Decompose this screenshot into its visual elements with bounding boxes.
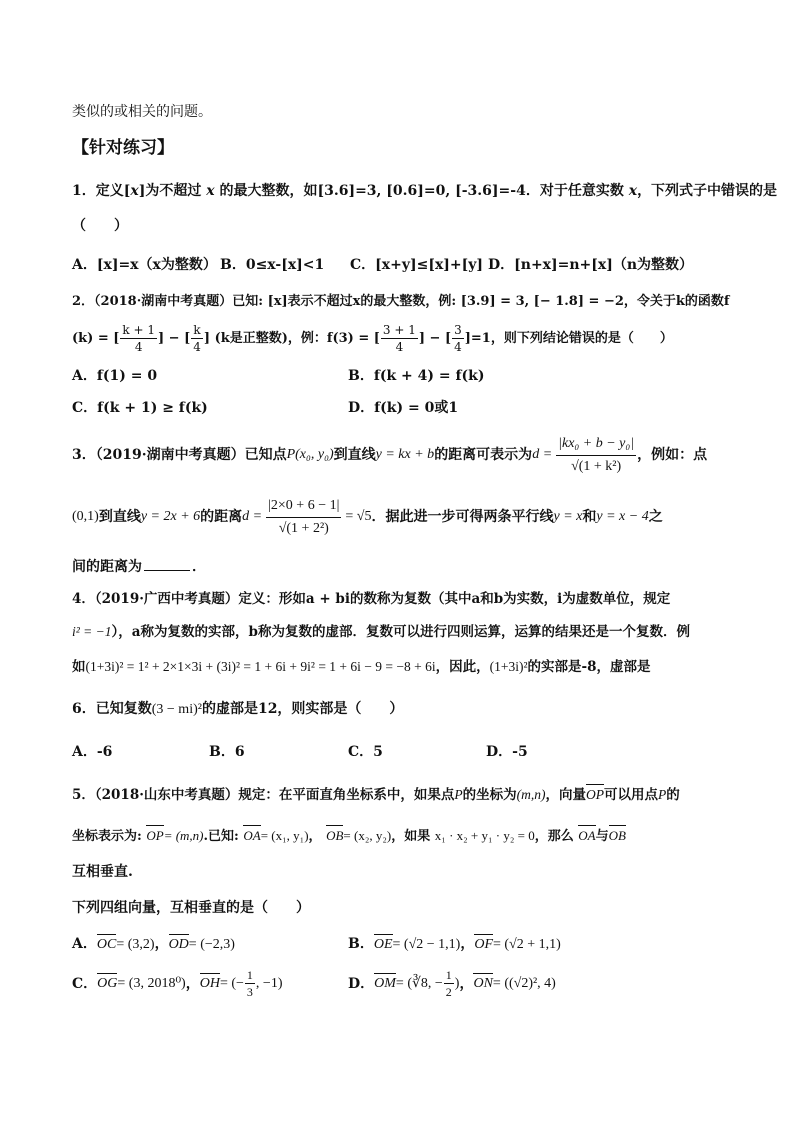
q3-stem-line3: 间的距离为 ． [72, 556, 734, 577]
q1-option-a[interactable]: A．[x]=x（x为整数） [72, 257, 217, 273]
q2-option-b[interactable]: B．f(k + 4) = f(k) [348, 368, 485, 384]
q3-stem-line1: 3．（2019·湖南中考真题）已知点 P(x₀, y₀) 到直线 y = kx + b 的距离可表示为 d = $\frac{\text{|kx₀ + b − y₀|}}{\text{√(1 + k²)}}$ ，例如：点 [72, 432, 734, 478]
q6-option-d[interactable]: D．-5 [486, 744, 528, 760]
section-title: 【针对练习】 [72, 138, 174, 158]
q5-option-c[interactable]: C． OG = (3, 2018⁰) ， OH = (− $\frac{1}{3}$ , −1) [72, 968, 283, 999]
q4-line1: 4．（2019·广西中考真题）定义：形如a + bi的数称为复数（其中a和b为实数，i为虚数单位，规定 [72, 591, 671, 607]
q2-stem-line1: 2．（2018·湖南中考真题）已知: [x]表示不超过x的最大整数，例: [3.9] = 3, [− 1.8] = −2，令关于k的函数f [72, 294, 730, 309]
q1-stem: 1．定义[x]为不超过 x 的最大整数，如[3.6]=3, [0.6]=0, [-3.6]=-4．对于任意实数 x，下列式子中错误的是 [72, 183, 778, 199]
q6-option-a[interactable]: A．-6 [72, 744, 113, 760]
intro-text: 类似的或相关的问题。 [72, 104, 212, 120]
q6-stem: 6．已知复数(3 − mi)²的虚部是12，则实部是（ ） [72, 701, 404, 717]
q1-option-b[interactable]: B．0≤x-[x]<1 [220, 257, 325, 273]
q3-stem-line2: (0,1) 到直线 y = 2x + 6 的距离 d = $\frac{|2\times 0 + 6 - 1|}{\text{√(1 + 2²)}}$ = √5 ．据此进一步可得两条平行线 y = x 和 y = x − 4 之 [72, 494, 734, 540]
q4-line2: i² = −1），a称为复数的实部，b称为复数的虚部．复数可以进行四则运算，运算的结果还是一个复数．例 [72, 624, 690, 640]
q2-option-c[interactable]: C．f(k + 1) ≥ f(k) [72, 400, 208, 416]
q2-option-a[interactable]: A．f(1) = 0 [72, 368, 158, 384]
q1-paren: （ ） [72, 218, 128, 234]
q5-line4: 下列四组向量，互相垂直的是（ ） [72, 900, 310, 916]
q6-option-c[interactable]: C．5 [348, 744, 383, 760]
q3-answer-blank[interactable] [144, 556, 190, 571]
q5-options-row2 [72, 966, 734, 1002]
q5-option-b[interactable]: B．OE= (√2 − 1,1)，OF= (√2 + 1,1) [348, 934, 561, 955]
q2-option-d[interactable]: D．f(k) = 0或1 [348, 400, 459, 416]
q5-line3: 互相垂直. [72, 864, 133, 880]
q5-line1: 5．（2018·山东中考真题）规定：在平面直角坐标系中，如果点P的坐标为(m,n)，向量OP可以用点P的 [72, 787, 680, 803]
q1-option-c[interactable]: C．[x+y]≤[x]+[y] [350, 257, 484, 273]
q1-option-d[interactable]: D．[n+x]=n+[x]（n为整数） [488, 257, 694, 273]
q4-line3: 如(1+3i)² = 1² + 2×1×3i + (3i)² = 1 + 6i + 9i² = 1 + 6i − 9 = −8 + 6i，因此，(1+3i)²的实部是-8，虚部是 [72, 659, 651, 675]
q5-line2: 坐标表示为: OP= (m,n).已知: OA= (x₁, y₁)， OB= (x₂, y₂)，如果 x₁ · x₂ + y₁ · y₂ = 0，那么 OA与OB [72, 828, 626, 844]
q6-option-b[interactable]: B．6 [209, 744, 245, 760]
q5-option-d[interactable]: D． OM = (∛8, − $\frac{1}{2}$ ) ， ON = ((√2)², 4) [348, 968, 556, 999]
q2-stem-line2: (k) = [ $\frac{k + 1}{4}$ ] − [ $\frac{k}{4}$ ] (k是正整数)，例：f(3) = [ $\frac{3 + 1}{4}$ ] − [ $\frac{3}{4}$ ]=1，则下列结论错误的是（ ） [72, 323, 673, 354]
q5-option-a[interactable]: A．OC= (3,2)，OD= (−2,3) [72, 934, 235, 955]
